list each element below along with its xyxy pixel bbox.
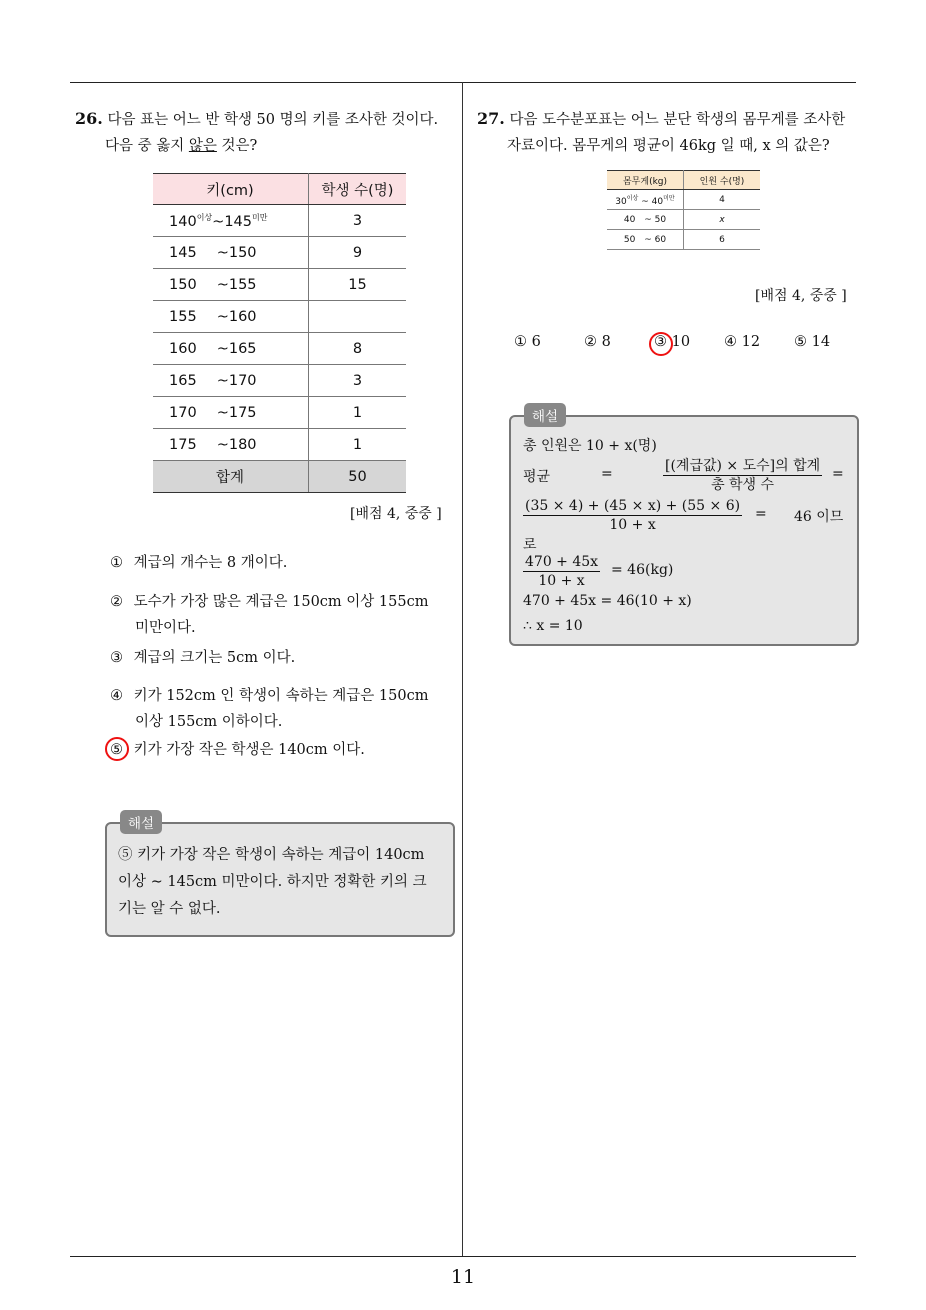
choice-3[interactable] xyxy=(110,645,455,671)
choice-text: 계급의 크기는 5cm 이다. xyxy=(133,650,296,666)
choice-mark: ③ xyxy=(110,650,123,666)
solution-line1: 총 인원은 10 + x(명) xyxy=(523,438,657,454)
fraction-denominator: 10 + x xyxy=(609,517,656,533)
choice-mark: ① xyxy=(514,334,527,350)
range-tilde: ~ xyxy=(212,213,225,230)
weight-range xyxy=(607,210,684,230)
solution-text xyxy=(118,842,448,923)
table-row xyxy=(153,397,406,429)
column-divider xyxy=(462,82,463,1257)
choice-mark: ⑤ xyxy=(794,334,807,350)
choice-value: 12 xyxy=(741,334,761,350)
people-count: x xyxy=(684,210,761,230)
solution-average-line xyxy=(523,457,853,497)
bottom-rule xyxy=(70,1256,856,1257)
fraction-average xyxy=(523,553,600,590)
height-range xyxy=(153,269,309,301)
table-row xyxy=(153,333,406,365)
equals-sign: = xyxy=(755,506,767,522)
table-row xyxy=(607,190,760,210)
page-number: 11 xyxy=(450,1266,476,1288)
choice-text-cont: 미만이다. xyxy=(135,620,196,636)
height-range xyxy=(153,205,309,237)
range-to: 40 xyxy=(651,196,664,207)
range-tilde: ~ xyxy=(216,404,229,421)
student-count: 9 xyxy=(309,237,407,269)
range-sup-to: 미만 xyxy=(663,194,675,202)
table-row xyxy=(153,237,406,269)
weight-range xyxy=(607,190,684,210)
range-from: 170 xyxy=(169,404,197,421)
choice-text: 키가 가장 작은 학생은 140cm 이다. xyxy=(133,742,365,758)
choice-value: 14 xyxy=(811,334,831,350)
choice-1[interactable] xyxy=(514,334,541,350)
solution-box-26 xyxy=(105,822,455,937)
solution-line2: 이상 ∼ 145cm 미만이다. 하지만 정확한 키의 크 xyxy=(118,874,427,890)
range-from: 165 xyxy=(169,372,197,389)
weight-frequency-table xyxy=(607,170,760,250)
choice-2[interactable] xyxy=(110,589,455,641)
height-range xyxy=(153,301,309,333)
solution-box-27 xyxy=(509,415,859,646)
fraction-denominator: 총 학생 수 xyxy=(711,477,775,493)
choice-text: 도수가 가장 많은 계급은 150cm 이상 155cm xyxy=(133,594,429,610)
solution-conclusion: ∴ x = 10 xyxy=(523,618,583,634)
range-from: 150 xyxy=(169,276,197,293)
choice-5[interactable] xyxy=(110,737,455,763)
total-label: 합계 xyxy=(153,461,309,493)
choice-text-cont: 이상 155cm 이하이다. xyxy=(135,714,283,730)
range-tilde: ~ xyxy=(216,244,229,261)
range-tilde: ~ xyxy=(641,196,649,207)
choice-value: 8 xyxy=(601,334,611,350)
range-to: 50 xyxy=(654,214,667,225)
table-row xyxy=(153,205,406,237)
fraction-rhs: = 46(kg) xyxy=(611,562,674,578)
choice-mark: ⑤ xyxy=(110,742,123,758)
range-from: 30 xyxy=(615,196,627,207)
range-tilde: ~ xyxy=(216,276,229,293)
range-tilde: ~ xyxy=(216,340,229,357)
equals-sign-2: = xyxy=(832,466,844,482)
table-row xyxy=(153,269,406,301)
range-sup-from: 이상 xyxy=(626,194,639,202)
question-text-line1: 다음 표는 어느 반 학생 50 명의 키를 조사한 것이다. xyxy=(107,112,439,128)
solution-tag: 해설 xyxy=(120,810,162,834)
choice-4[interactable] xyxy=(724,334,760,350)
height-frequency-table xyxy=(153,173,406,493)
solution-fraction-line xyxy=(523,553,853,591)
average-label: 평균 xyxy=(523,469,551,485)
range-sup-from: 이상 xyxy=(196,212,213,222)
table-row xyxy=(153,365,406,397)
result-continuation: 로 xyxy=(523,537,537,553)
question-text-line2-post: 것은? xyxy=(216,138,258,154)
range-from: 50 xyxy=(623,234,636,245)
solution-line1: ⑤ 키가 가장 작은 학생이 속하는 계급이 140cm xyxy=(118,847,425,863)
result-value: 46 이므 xyxy=(794,509,844,525)
range-from: 40 xyxy=(623,214,636,225)
table-header-row xyxy=(607,171,760,190)
choice-text: 키가 152cm 인 학생이 속하는 계급은 150cm xyxy=(133,688,429,704)
question-text-underline: 않은 xyxy=(188,138,217,154)
range-to: 155 xyxy=(228,276,257,293)
solution-text xyxy=(523,435,853,641)
question-text-line2: 자료이다. 몸무게의 평균이 46kg 일 때, x 의 값은? xyxy=(507,138,830,154)
student-count: 1 xyxy=(309,429,407,461)
height-range xyxy=(153,365,309,397)
choice-2[interactable] xyxy=(584,334,611,350)
range-sup-to: 미만 xyxy=(252,212,268,222)
people-count: 6 xyxy=(684,230,761,250)
range-to: 165 xyxy=(228,340,257,357)
fraction-numerator: (35 × 4) + (45 × x) + (55 × 6) xyxy=(525,498,741,514)
top-rule xyxy=(70,82,856,83)
choice-mark: ② xyxy=(110,594,123,610)
range-to: 145 xyxy=(224,213,252,230)
student-count: 8 xyxy=(309,333,407,365)
range-from: 155 xyxy=(169,308,197,325)
total-value: 50 xyxy=(309,461,407,493)
fraction-numerator: [(계급값) × 도수]의 합계 xyxy=(665,458,821,474)
height-range xyxy=(153,397,309,429)
choice-mark: ④ xyxy=(110,688,123,704)
question-number: 27. xyxy=(477,109,505,128)
solution-line3: 기는 알 수 없다. xyxy=(118,901,221,917)
fraction-numerator: 470 + 45x xyxy=(525,554,599,570)
choice-text: 계급의 개수는 8 개이다. xyxy=(133,555,288,571)
height-range xyxy=(153,333,309,365)
student-count: 3 xyxy=(309,365,407,397)
choice-4[interactable] xyxy=(110,683,455,735)
range-tilde: ~ xyxy=(644,234,652,245)
range-to: 170 xyxy=(228,372,257,389)
table-row xyxy=(607,210,760,230)
score-label: [배점 4, 중중 ] xyxy=(755,288,847,304)
answer-circle-mark xyxy=(105,737,129,761)
answer-circle-mark xyxy=(649,332,673,356)
people-count: 4 xyxy=(684,190,761,210)
choice-value: 10 xyxy=(671,334,691,350)
range-to: 160 xyxy=(228,308,257,325)
range-to: 175 xyxy=(228,404,257,421)
table-row xyxy=(607,230,760,250)
range-tilde: ~ xyxy=(644,214,652,225)
question-27-stem xyxy=(477,106,857,159)
table-header-row xyxy=(153,174,406,205)
weight-range xyxy=(607,230,684,250)
height-range xyxy=(153,429,309,461)
choices-26 xyxy=(110,550,455,763)
range-from: 145 xyxy=(169,244,197,261)
fraction-substitution xyxy=(523,497,742,534)
height-range xyxy=(153,237,309,269)
range-tilde: ~ xyxy=(216,308,229,325)
question-26-stem xyxy=(75,106,455,159)
student-count: 1 xyxy=(309,397,407,429)
range-from: 175 xyxy=(169,436,197,453)
solution-equation: 470 + 45x = 46(10 + x) xyxy=(523,593,692,609)
range-tilde: ~ xyxy=(216,436,229,453)
equals-sign: = xyxy=(601,466,613,482)
choice-mark: ③ xyxy=(654,334,667,350)
range-to: 180 xyxy=(228,436,257,453)
table-header-count: 인원 수(명) xyxy=(684,171,761,190)
choice-mark: ④ xyxy=(724,334,737,350)
student-count xyxy=(309,301,407,333)
fraction-definition xyxy=(663,457,822,494)
choice-5[interactable] xyxy=(794,334,830,350)
question-number: 26. xyxy=(75,109,103,128)
table-row xyxy=(153,301,406,333)
range-from: 140 xyxy=(169,213,197,230)
solution-substitution-line xyxy=(523,497,853,537)
question-text-line1: 다음 도수분포표는 어느 분단 학생의 몸무게를 조사한 xyxy=(509,112,846,128)
solution-tag: 해설 xyxy=(524,403,566,427)
range-to: 60 xyxy=(654,234,667,245)
table-total-row xyxy=(153,461,406,493)
table-header-height: 키(cm) xyxy=(153,174,309,205)
student-count: 15 xyxy=(309,269,407,301)
choice-mark: ① xyxy=(110,555,123,571)
table-row xyxy=(153,429,406,461)
student-count: 3 xyxy=(309,205,407,237)
table-header-weight: 몸무게(kg) xyxy=(607,171,684,190)
range-to: 150 xyxy=(228,244,257,261)
choice-1[interactable] xyxy=(110,550,455,576)
range-from: 160 xyxy=(169,340,197,357)
choice-value: 6 xyxy=(531,334,541,350)
score-label: [배점 4, 중중 ] xyxy=(350,506,442,522)
fraction-denominator: 10 + x xyxy=(538,573,585,589)
range-tilde: ~ xyxy=(216,372,229,389)
table-header-count: 학생 수(명) xyxy=(309,174,407,205)
question-text-line2-pre: 다음 중 옳지 xyxy=(105,138,189,154)
choice-mark: ② xyxy=(584,334,597,350)
